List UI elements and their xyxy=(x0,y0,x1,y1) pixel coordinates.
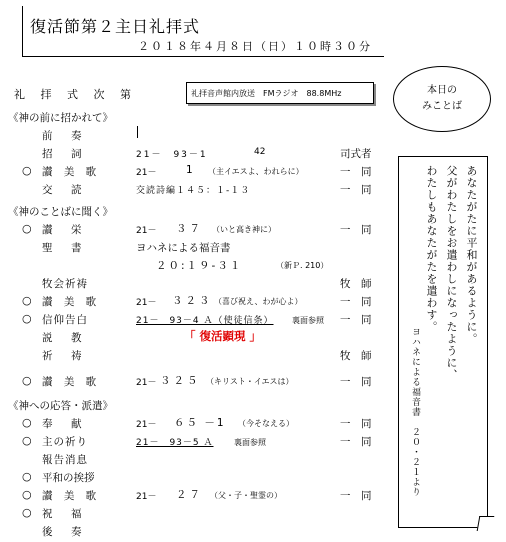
item-benediction: 祝 福 xyxy=(42,508,86,520)
lords-prayer-ref: 21－ 93－5 Ａ xyxy=(136,438,214,448)
bullet-benediction: ○ xyxy=(22,506,32,519)
todays-word-line2: みことば xyxy=(422,101,462,112)
call-to-worship-leader: 司式者 xyxy=(340,148,372,160)
hymn-2-desc: （喜び祝え、わが心よ） xyxy=(214,297,303,306)
hymn-1-desc: （主イエスよ、われらに） xyxy=(208,167,304,176)
hymn-3-desc: （キリスト・イエスは） xyxy=(206,377,294,386)
item-responsive-reading: 交 読 xyxy=(42,184,86,196)
item-prayer: 祈 祷 xyxy=(42,350,86,362)
hymn-1-number: 1 xyxy=(186,164,193,176)
item-confession-of-faith: 信仰告白 xyxy=(42,314,88,326)
hymn-2-number: ３２３ xyxy=(172,295,213,307)
section-heading-2: 《神のことばに聞く》 xyxy=(8,206,113,218)
hymn-1-prefix: 21－ xyxy=(136,168,157,178)
doxology-who: 一 同 xyxy=(340,224,372,236)
scripture-reference: ２０:１９-３１ xyxy=(156,260,243,272)
offering-desc: （今そなえる） xyxy=(238,419,294,428)
header-bottom-rule xyxy=(22,56,384,57)
doxology-desc: （いと高き神に） xyxy=(212,225,276,234)
confession-who: 一 同 xyxy=(340,314,372,326)
call-to-worship-no: 42 xyxy=(254,147,266,157)
bullet-hymn-1: ○ xyxy=(22,164,32,177)
confession-see-back: 裏面参照 xyxy=(292,316,324,325)
bullet-lords-prayer: ○ xyxy=(22,434,32,447)
item-hymn-1: 讃 美 歌 xyxy=(42,166,101,178)
call-to-worship-number: 21－ 93－1 xyxy=(136,150,208,160)
section-heading-3: 《神への応答・派遣》 xyxy=(8,400,113,412)
item-hymn-3: 讃 美 歌 xyxy=(42,376,101,388)
bullet-peace: ○ xyxy=(22,470,32,483)
sermon-title: 「 復活顕現 」 xyxy=(184,329,262,343)
doxology-number: ３７ xyxy=(176,223,203,235)
scripture-source: ヨハネによる福音書 ２０・２１より xyxy=(410,327,420,497)
hymn-1-who: 一 同 xyxy=(340,166,372,178)
service-title: 復活節第２主日礼拝式 xyxy=(30,17,201,36)
bullet-doxology: ○ xyxy=(22,222,32,235)
scripture-verse-line1: あなたがたに平和があるように。 xyxy=(465,165,478,345)
hymn-3-number: ３２５ xyxy=(160,375,201,387)
item-call-to-worship: 招 詞 xyxy=(42,148,86,160)
todays-word-line1: 本日の xyxy=(427,85,457,96)
offering-prefix: 21－ xyxy=(136,420,157,430)
scripture-book: ヨハネによる福音書 xyxy=(136,242,231,254)
hymn-2-prefix: 21－ xyxy=(136,298,157,308)
page-curl-decoration xyxy=(477,516,495,531)
hymn-4-who: 一 同 xyxy=(340,490,372,502)
bullet-hymn-3: ○ xyxy=(22,374,32,387)
pastoral-prayer-who: 牧 師 xyxy=(340,278,372,290)
item-scripture: 聖 書 xyxy=(42,242,86,254)
responsive-reading-who: 一 同 xyxy=(340,184,372,196)
lords-prayer-who: 一 同 xyxy=(340,436,372,448)
bullet-hymn-2: ○ xyxy=(22,294,32,307)
item-doxology: 讃 栄 xyxy=(42,224,86,236)
hymn-2-who: 一 同 xyxy=(340,296,372,308)
lords-prayer-see-back: 裏面参照 xyxy=(234,438,266,447)
item-announcements: 報告消息 xyxy=(42,454,88,466)
hymn-4-prefix: 21－ xyxy=(136,492,157,502)
hymn-4-number: ２７ xyxy=(176,489,203,501)
hymn-3-who: 一 同 xyxy=(340,376,372,388)
item-hymn-2: 讃 美 歌 xyxy=(42,296,101,308)
item-hymn-4: 讃 美 歌 xyxy=(42,490,101,502)
service-date: ２０１８年４月８日（日）１０時３０分 xyxy=(138,40,372,53)
header-left-rule xyxy=(22,6,23,57)
hymn-4-desc: （父・子・聖霊の） xyxy=(210,491,282,500)
section-heading-1: 《神の前に招かれて》 xyxy=(8,112,113,124)
text-cursor xyxy=(137,126,138,138)
scripture-verse-line3: わたしもあなたがたを遣わす。 xyxy=(425,165,438,333)
responsive-reading-ref: 交読詩編１４５：１-１３ xyxy=(136,186,251,196)
scripture-box xyxy=(398,156,488,528)
scripture-verse-line2: 父がわたしをお遣わしになったように、 xyxy=(445,165,458,381)
bullet-offering: ○ xyxy=(22,416,32,429)
order-of-service-title: 礼 拝 式 次 第 xyxy=(14,88,137,101)
item-lords-prayer: 主の祈り xyxy=(42,436,88,448)
item-passing-the-peace: 平和の挨拶 xyxy=(42,472,95,484)
offering-who: 一 同 xyxy=(340,418,372,430)
item-sermon: 説 教 xyxy=(42,332,86,344)
scripture-page: （新Ｐ. 210） xyxy=(276,261,329,270)
radio-broadcast-box: 礼拝音声館内放送 FMラジオ 88.8MHz xyxy=(186,82,374,104)
todays-word-circle xyxy=(393,66,491,132)
item-pastoral-prayer: 牧会祈祷 xyxy=(42,278,88,290)
item-offering: 奉 献 xyxy=(42,418,86,430)
offering-number: ６５ －1 xyxy=(174,417,226,429)
hymn-3-prefix: 21－ xyxy=(136,378,157,388)
doxology-prefix: 21－ xyxy=(136,226,157,236)
item-prelude: 前 奏 xyxy=(42,130,86,142)
bullet-hymn-4: ○ xyxy=(22,488,32,501)
bullet-confession: ○ xyxy=(22,312,32,325)
item-postlude: 後 奏 xyxy=(42,526,86,538)
prayer-who: 牧 師 xyxy=(340,350,372,362)
confession-ref: 21－ 93－4 Ａ（使徒信条） xyxy=(136,316,274,326)
